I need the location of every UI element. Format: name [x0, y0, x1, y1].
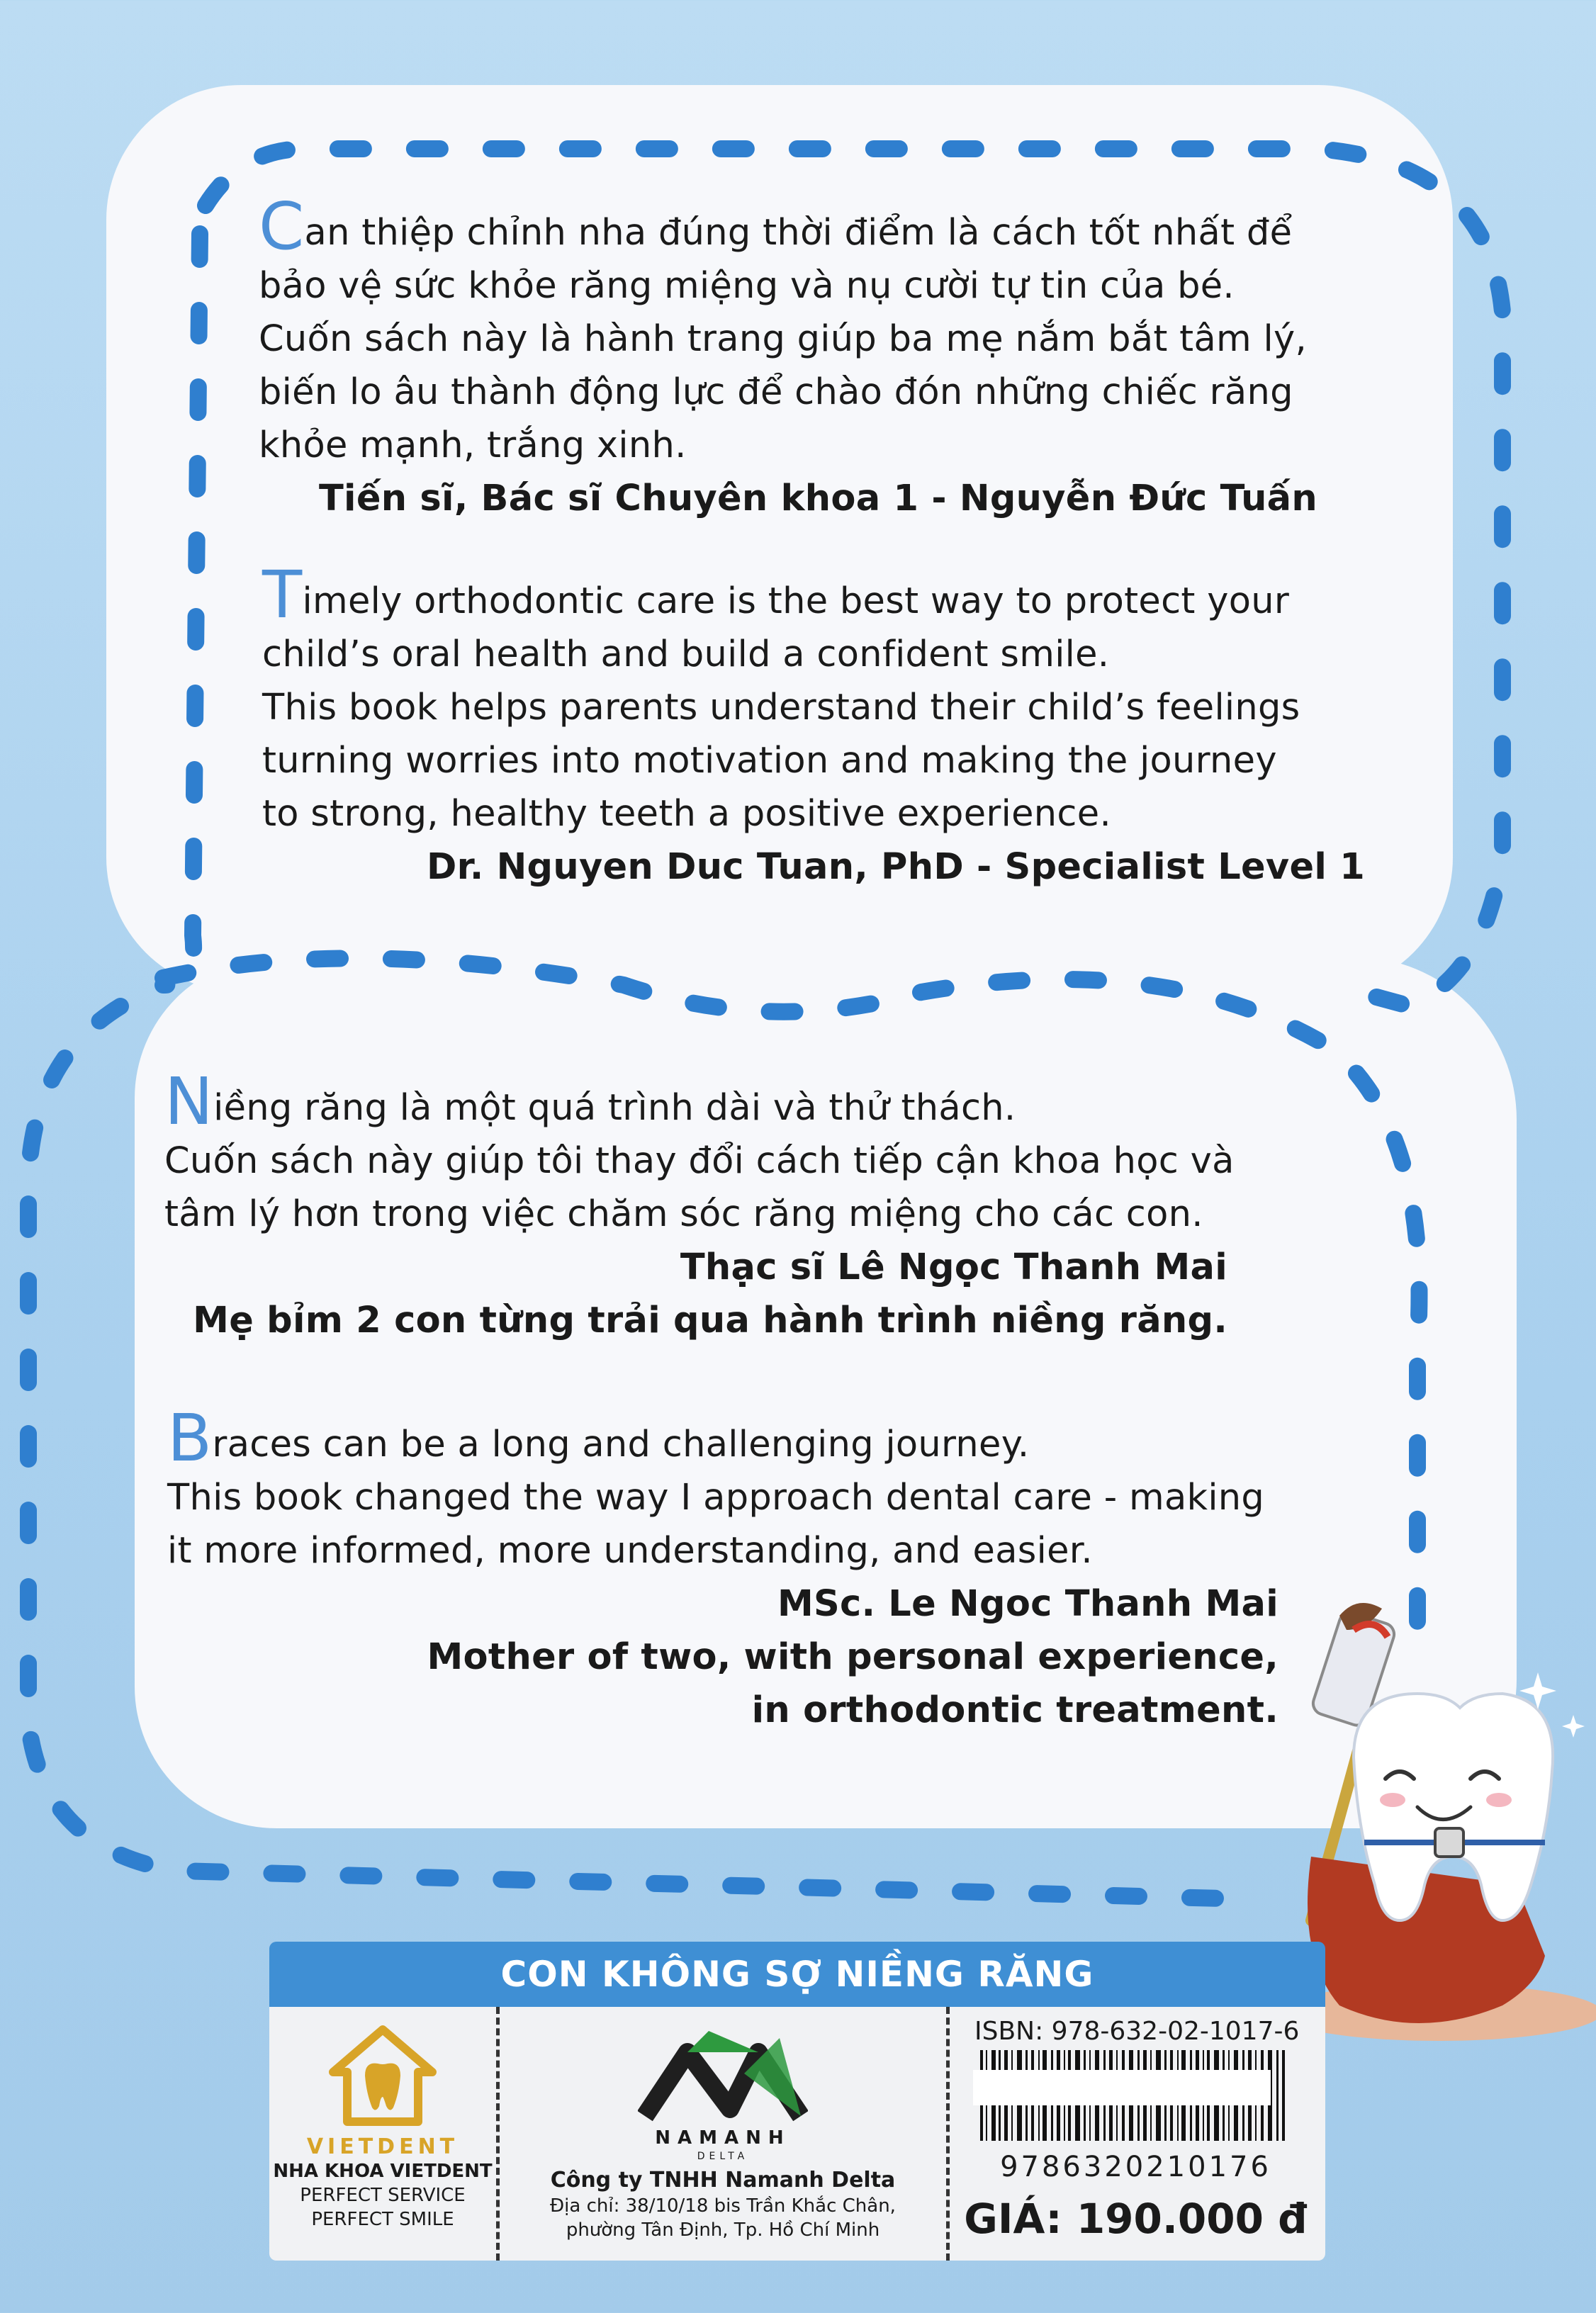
quote-line: an thiệp chỉnh nha đúng thời điểm là cách tốt nhất để [304, 212, 1293, 254]
quote-en-doctor [262, 557, 1365, 894]
quote-line: biến lo âu thành động lực để chào đón những chiếc răng [259, 371, 1293, 413]
quote-vi-parent [164, 1064, 1270, 1347]
quote-signature: Mother of two, with personal experience, [427, 1636, 1279, 1678]
publisher-info-box [269, 1942, 1325, 2261]
book-title-banner: CON KHÔNG SỢ NIỀNG RĂNG [269, 1942, 1325, 2007]
namanh-logo-icon [638, 2024, 808, 2123]
quote-line: This book changed the way I approach dental care - making [167, 1477, 1265, 1519]
quote-line: Cuốn sách này là hành trang giúp ba mẹ nắm bắt tâm lý, [259, 318, 1307, 360]
quote-signature: Tiến sĩ, Bác sĩ Chuyên khoa 1 - Nguyễn Đức Tuấn [318, 478, 1317, 519]
quote-signature: Dr. Nguyen Duc Tuan, PhD - Specialist Level 1 [427, 846, 1365, 888]
quote-line: turning worries into motivation and making the journey [262, 740, 1277, 782]
vietdent-slogan: PERFECT SMILE [311, 2209, 454, 2230]
barcode-icon [973, 2046, 1299, 2145]
quote-signature: in orthodontic treatment. [751, 1689, 1279, 1731]
quote-line: khỏe mạnh, trắng xinh. [259, 424, 687, 466]
dropcap: T [262, 557, 303, 633]
quote-line: child’s oral health and build a confident smile. [262, 634, 1110, 675]
quote-line: races can be a long and challenging journey. [212, 1424, 1030, 1465]
dropcap: B [167, 1400, 213, 1476]
quote-line: bảo vệ sức khỏe răng miệng và nụ cười tự tin của bé. [259, 265, 1235, 307]
dropcap: N [164, 1064, 214, 1139]
quote-signature: Thạc sĩ Lê Ngọc Thanh Mai [680, 1246, 1227, 1288]
quote-line: it more informed, more understanding, and easier. [167, 1530, 1093, 1572]
price: GIÁ: 190.000 đ [964, 2195, 1308, 2243]
quote-line: imely orthodontic care is the best way to protect your [302, 580, 1290, 622]
isbn-column [946, 2007, 1325, 2261]
vietdent-slogan: PERFECT SERVICE [300, 2185, 466, 2206]
vietdent-brand: VIETDENT [306, 2134, 459, 2159]
namanh-address: phường Tân Định, Tp. Hồ Chí Minh [566, 2219, 880, 2241]
namanh-sub: DELTA [697, 2151, 749, 2162]
dropcap: C [259, 188, 305, 264]
vietdent-column [269, 2007, 496, 2261]
quote-en-parent [167, 1400, 1280, 1737]
quote-signature: Mẹ bỉm 2 con từng trải qua hành trình niềng răng. [193, 1300, 1227, 1341]
namanh-column [496, 2007, 950, 2261]
quote-line: iềng răng là một quá trình dài và thử thách. [213, 1087, 1016, 1129]
quote-line: to strong, healthy teeth a positive experience. [262, 793, 1111, 835]
sparkle-icon [1562, 1715, 1585, 1738]
namanh-brand: NAMANH [655, 2127, 791, 2149]
namanh-company: Công ty TNHH Namanh Delta [550, 2168, 896, 2193]
quote-line: tâm lý hơn trong việc chăm sóc răng miệng cho các con. [164, 1193, 1203, 1235]
quote-vi-doctor [259, 188, 1336, 525]
quote-signature: MSc. Le Ngoc Thanh Mai [777, 1583, 1279, 1625]
info-body [269, 2007, 1325, 2261]
quote-line: This book helps parents understand their child’s feelings [262, 687, 1300, 728]
vietdent-name: NHA KHOA VIETDENT [273, 2161, 493, 2182]
namanh-address: Địa chỉ: 38/10/18 bis Trần Khắc Chân, [550, 2195, 896, 2217]
vietdent-logo-icon [322, 2022, 443, 2129]
quote-line: Cuốn sách này giúp tôi thay đổi cách tiếp cận khoa học và [164, 1140, 1235, 1182]
barcode-number: 9786320210176 [1000, 2151, 1271, 2183]
isbn-label: ISBN: 978-632-02-1017-6 [974, 2017, 1300, 2046]
